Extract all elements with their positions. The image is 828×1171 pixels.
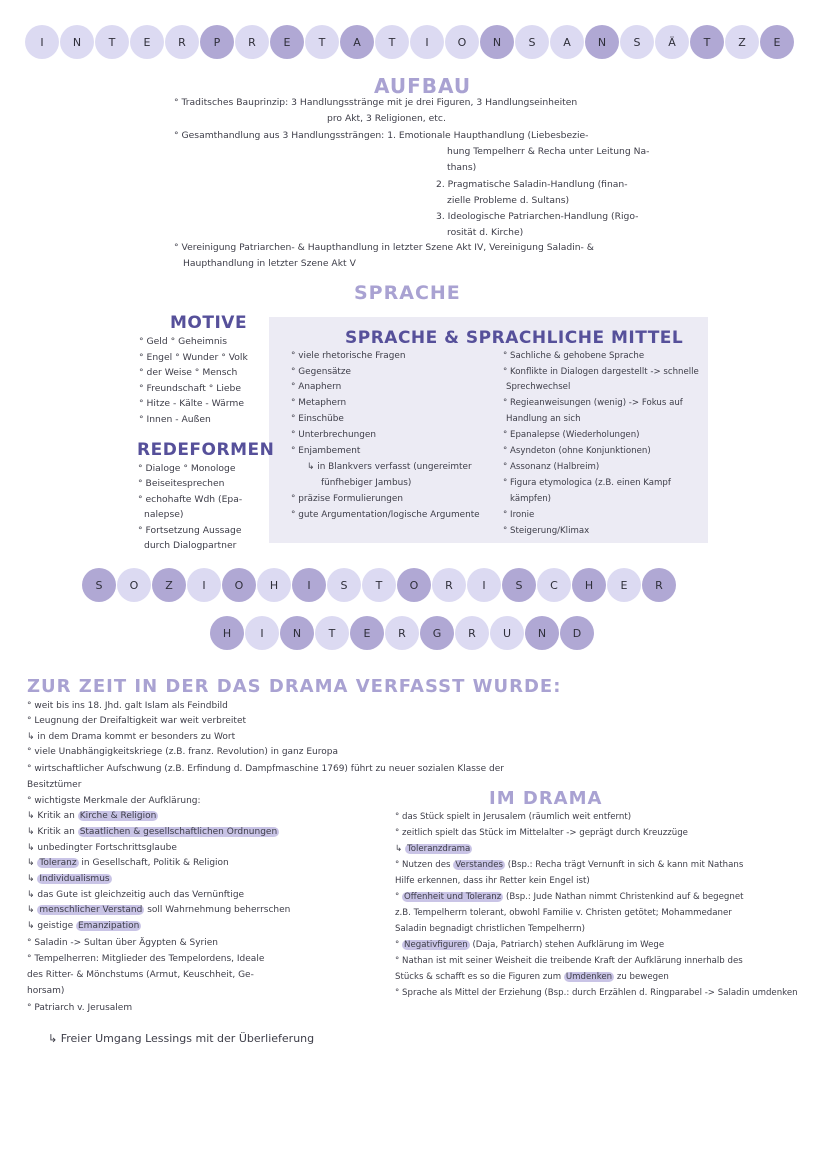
letter-circle: S [515,25,549,59]
hinter-circles [210,616,595,650]
letter-circle: T [315,616,349,650]
text-line [27,764,504,774]
line-text: ° Nutzen des [395,860,454,870]
text-line: ° Steigerung/Klimax [503,526,590,536]
line-text: Saladin begnadigt christlichen Tempelherrn) [395,924,585,934]
text-line [27,1003,132,1013]
text-line: ° Enjambement [291,446,361,456]
text-line [27,701,228,711]
letter-circle: E [130,25,164,59]
letter-circle: I [292,568,326,602]
text-line [395,924,585,934]
text-line [395,988,798,998]
text-line: rosität d. Kirche) [447,227,524,238]
sprache-heading: SPRACHE [354,282,461,304]
line-text: ° zeitlich spielt das Stück im Mittelalter -> geprägt durch Kreuzzüge [395,828,688,838]
line-text: ° [395,940,403,950]
letter-circle: I [467,568,501,602]
letter-circle: U [490,616,524,650]
letter-circle: T [362,568,396,602]
letter-circle: O [117,568,151,602]
letter-circle: N [280,616,314,650]
line-text: ° Nathan ist mit seiner Weisheit die treibende Kraft der Aufklärung innerhalb des [395,956,743,966]
motive-heading: MOTIVE [170,313,248,333]
line-text: (Bsp.: Jude Nathan nimmt Christenkind auf & begegnet [503,892,744,902]
text-line: ° Anaphern [291,382,342,392]
line-text: ↳ Kritik an [27,811,78,821]
text-line: durch Dialogpartner [144,540,237,551]
line-text: Stücks & schafft es so die Figuren zum [395,972,564,982]
text-line [27,970,254,980]
letter-circle: S [327,568,361,602]
text-line: ° präzise Formulierungen [291,494,403,504]
line-text: ° [395,892,403,902]
text-line [395,876,590,886]
text-line [27,716,246,726]
highlighted-term: Individualismus [39,874,110,884]
text-line: ° der Weise ° Mensch [139,367,238,378]
letter-circle: S [620,25,654,59]
text-line: zielle Probleme d. Sultans) [447,195,570,206]
letter-circle: N [585,25,619,59]
line-text: ° Leugnung der Dreifaltigkeit war weit verbreitet [27,716,247,726]
text-line: ° Asyndeton (ohne Konjunktionen) [503,446,651,456]
letter-circle: I [25,25,59,59]
text-line: ° Konflikte in Dialogen dargestellt -> schnelle [503,367,699,377]
line-text: (Daja, Patriarch) stehen Aufklärung im Wege [469,940,665,950]
letter-circle: E [607,568,641,602]
text-line: ° Ironie [503,510,535,520]
text-line [27,796,201,806]
letter-circle: H [572,568,606,602]
line-text: ↳ geistige [27,921,76,931]
letter-circle: N [525,616,559,650]
text-line: pro Akt, 3 Religionen, etc. [327,113,446,124]
line-text: ↳ unbedingter Fortschrittsglaube [27,843,177,853]
text-line: kämpfen) [510,494,552,504]
text-line [395,828,688,838]
line-text: ° wichtigste Merkmale der Aufklärung: [27,796,201,806]
imdrama-heading: IM DRAMA [489,788,603,809]
letter-circle: E [270,25,304,59]
text-line [395,908,732,918]
text-line: ° Dialoge ° Monologe [138,463,236,474]
sprachmittel-heading: SPRACHE & SPRACHLICHE MITTEL [345,328,684,348]
title-circles [25,25,795,59]
aufbau-heading: AUFBAU [374,74,472,98]
letter-circle: T [690,25,724,59]
highlighted-term: menschlicher Verstand [39,905,143,915]
letter-circle: Z [725,25,759,59]
text-line: ° Assonanz (Halbreim) [503,462,600,472]
line-text: z.B. Tempelherrn tolerant, obwohl Familie v. Christen getötet; Mohammedaner [395,908,732,918]
text-line: ↳ in Blankvers verfasst (ungereimter [307,462,472,472]
letter-circle: E [350,616,384,650]
letter-circle: R [432,568,466,602]
redeformen-heading: REDEFORMEN [137,440,275,460]
letter-circle: N [60,25,94,59]
sozio-circles [82,568,677,602]
text-line [395,812,631,822]
line-text: ↳ [27,905,38,915]
text-line [27,843,177,853]
line-text: ° das Stück spielt in Jerusalem (räumlich weit entfernt) [395,812,632,822]
highlighted-term: Offenheit und Toleranz [404,892,502,902]
text-line: ° Beiseitesprechen [138,478,225,489]
text-line [27,890,244,900]
letter-circle: R [385,616,419,650]
highlighted-term: Staatlichen & gesellschaftlichen Ordnungen [79,827,278,837]
text-line: ° Fortsetzung Aussage [138,525,242,536]
line-text: des Ritter- & Mönchstums (Armut, Keuschheit, Ge- [27,970,254,980]
line-text: ° Tempelherren: Mitglieder des Tempelordens, Ideale [27,954,265,964]
highlighted-term: Verstandes [455,860,504,870]
letter-circle: Ä [655,25,689,59]
highlighted-term: Umdenken [565,972,613,982]
letter-circle: P [200,25,234,59]
text-line: nalepse) [144,509,184,520]
letter-circle: R [235,25,269,59]
letter-circle: S [502,568,536,602]
line-text: (Bsp.: Recha trägt Vernunft in sich & kann mit Nathans [505,860,744,870]
text-line: ° Metaphern [291,398,347,408]
text-line: fünfhebiger Jambus) [321,478,412,488]
text-line: Handlung an sich [506,414,581,424]
text-line: 2. Pragmatische Saladin-Handlung (finan- [436,179,628,190]
text-line [27,811,158,821]
text-line: ° Hitze - Kälte - Wärme [139,398,245,409]
text-line: thans) [447,162,477,173]
text-line: ° Freundschaft ° Liebe [139,383,242,394]
line-text: zu bewegen [614,972,669,982]
line-text: ↳ [27,874,38,884]
line-text: Besitztümer [27,780,82,790]
zeit-footer: ↳ Freier Umgang Lessings mit der Überlieferung [48,1032,315,1045]
zeit-heading: ZUR ZEIT IN DER DAS DRAMA VERFASST WURDE: [27,676,562,697]
text-line [395,956,743,966]
line-text: Hilfe erkennen, dass ihr Retter kein Engel ist) [395,876,590,886]
letter-circle: O [397,568,431,602]
letter-circle: O [445,25,479,59]
letter-circle: N [480,25,514,59]
letter-circle: T [95,25,129,59]
letter-circle: A [550,25,584,59]
line-text: horsam) [27,986,65,996]
text-line [27,747,338,757]
text-line: hung Tempelherr & Recha unter Leitung Na- [447,146,650,157]
text-line [395,844,472,854]
text-line [27,954,264,964]
text-line: ° Einschübe [291,414,344,424]
text-line [27,732,235,742]
text-line: ° Vereinigung Patriarchen- & Haupthandlung in letzter Szene Akt IV, Vereinigung Saladin- & [174,242,594,253]
letter-circle: R [455,616,489,650]
text-line [27,986,64,996]
letter-circle: I [187,568,221,602]
line-text: ↳ Kritik an [27,827,78,837]
line-text: ° Saladin -> Sultan über Ägypten & Syrien [27,938,218,948]
text-line [27,921,141,931]
letter-circle: R [642,568,676,602]
text-line: ° viele rhetorische Fragen [291,351,406,361]
letter-circle: R [165,25,199,59]
text-line [27,858,229,868]
line-text: ↳ [395,844,405,854]
text-line: ° Gesamthandlung aus 3 Handlungssträngen: 1. Emotionale Haupthandlung (Liebesbezie- [174,130,589,141]
line-text: in Gesellschaft, Politik & Religion [78,858,229,868]
line-text: ° wirtschaftlicher Aufschwung (z.B. Erfindung d. Dampfmaschine 1769) führt zu neuer sozialen Klasse der [27,764,504,774]
text-line: ° Geld ° Geheimnis [139,336,228,347]
text-line: 3. Ideologische Patriarchen-Handlung (Rigo- [436,211,639,222]
text-line: ° Figura etymologica (z.B. einen Kampf [503,478,671,488]
letter-circle: T [375,25,409,59]
letter-circle: A [340,25,374,59]
text-line [27,905,290,915]
text-line [395,972,669,982]
text-line: ° Gegensätze [291,367,351,377]
line-text: ↳ das Gute ist gleichzeitig auch das Vernünftige [27,890,245,900]
text-line: ° Regieanweisungen (wenig) -> Fokus auf [503,398,683,408]
line-text: ° viele Unabhängigkeitskriege (z.B. franz. Revolution) in ganz Europa [27,747,338,757]
text-line: ° Innen - Außen [139,414,211,425]
text-line: Haupthandlung in letzter Szene Akt V [183,258,356,269]
letter-circle: Z [152,568,186,602]
letter-circle: H [210,616,244,650]
letter-circle: H [257,568,291,602]
letter-circle: E [760,25,794,59]
text-line: ° Epanalepse (Wiederholungen) [503,430,640,440]
letter-circle: G [420,616,454,650]
letter-circle: C [537,568,571,602]
highlighted-term: Toleranz [39,858,77,868]
highlighted-term: Negativfiguren [404,940,468,950]
line-text: ° Sprache als Mittel der Erziehung (Bsp.: durch Erzählen d. Ringparabel -> Saladin umdenken [395,988,798,998]
text-line [27,780,81,790]
line-text: ↳ in dem Drama kommt er besonders zu Wort [27,732,236,742]
line-text: ↳ [27,858,38,868]
text-line [395,860,743,870]
letter-circle: T [305,25,339,59]
letter-circle: D [560,616,594,650]
letter-circle: I [410,25,444,59]
highlighted-term: Emanzipation [77,921,140,931]
text-line: ° gute Argumentation/logische Argumente [291,510,480,520]
text-line: ° echohafte Wdh (Epa- [138,494,243,505]
text-line: ° Sachliche & gehobene Sprache [503,351,645,361]
line-text: ° Patriarch v. Jerusalem [27,1003,133,1013]
text-line [27,827,279,837]
letter-circle: O [222,568,256,602]
text-line: Sprechwechsel [506,382,571,392]
text-line [27,938,218,948]
highlighted-term: Toleranzdrama [406,844,471,854]
highlighted-term: Kirche & Religion [79,811,157,821]
letter-circle: I [245,616,279,650]
line-text: soll Wahrnehmung beherrschen [144,905,291,915]
text-line: ° Unterbrechungen [291,430,376,440]
text-line: ° Engel ° Wunder ° Volk [139,352,248,363]
line-text: ° weit bis ins 18. Jhd. galt Islam als Feindbild [27,701,228,711]
letter-circle: S [82,568,116,602]
text-line [395,892,744,902]
text-line [395,940,664,950]
text-line [27,874,112,884]
text-line: ° Traditsches Bauprinzip: 3 Handlungsstränge mit je drei Figuren, 3 Handlungseinheiten [174,97,578,108]
